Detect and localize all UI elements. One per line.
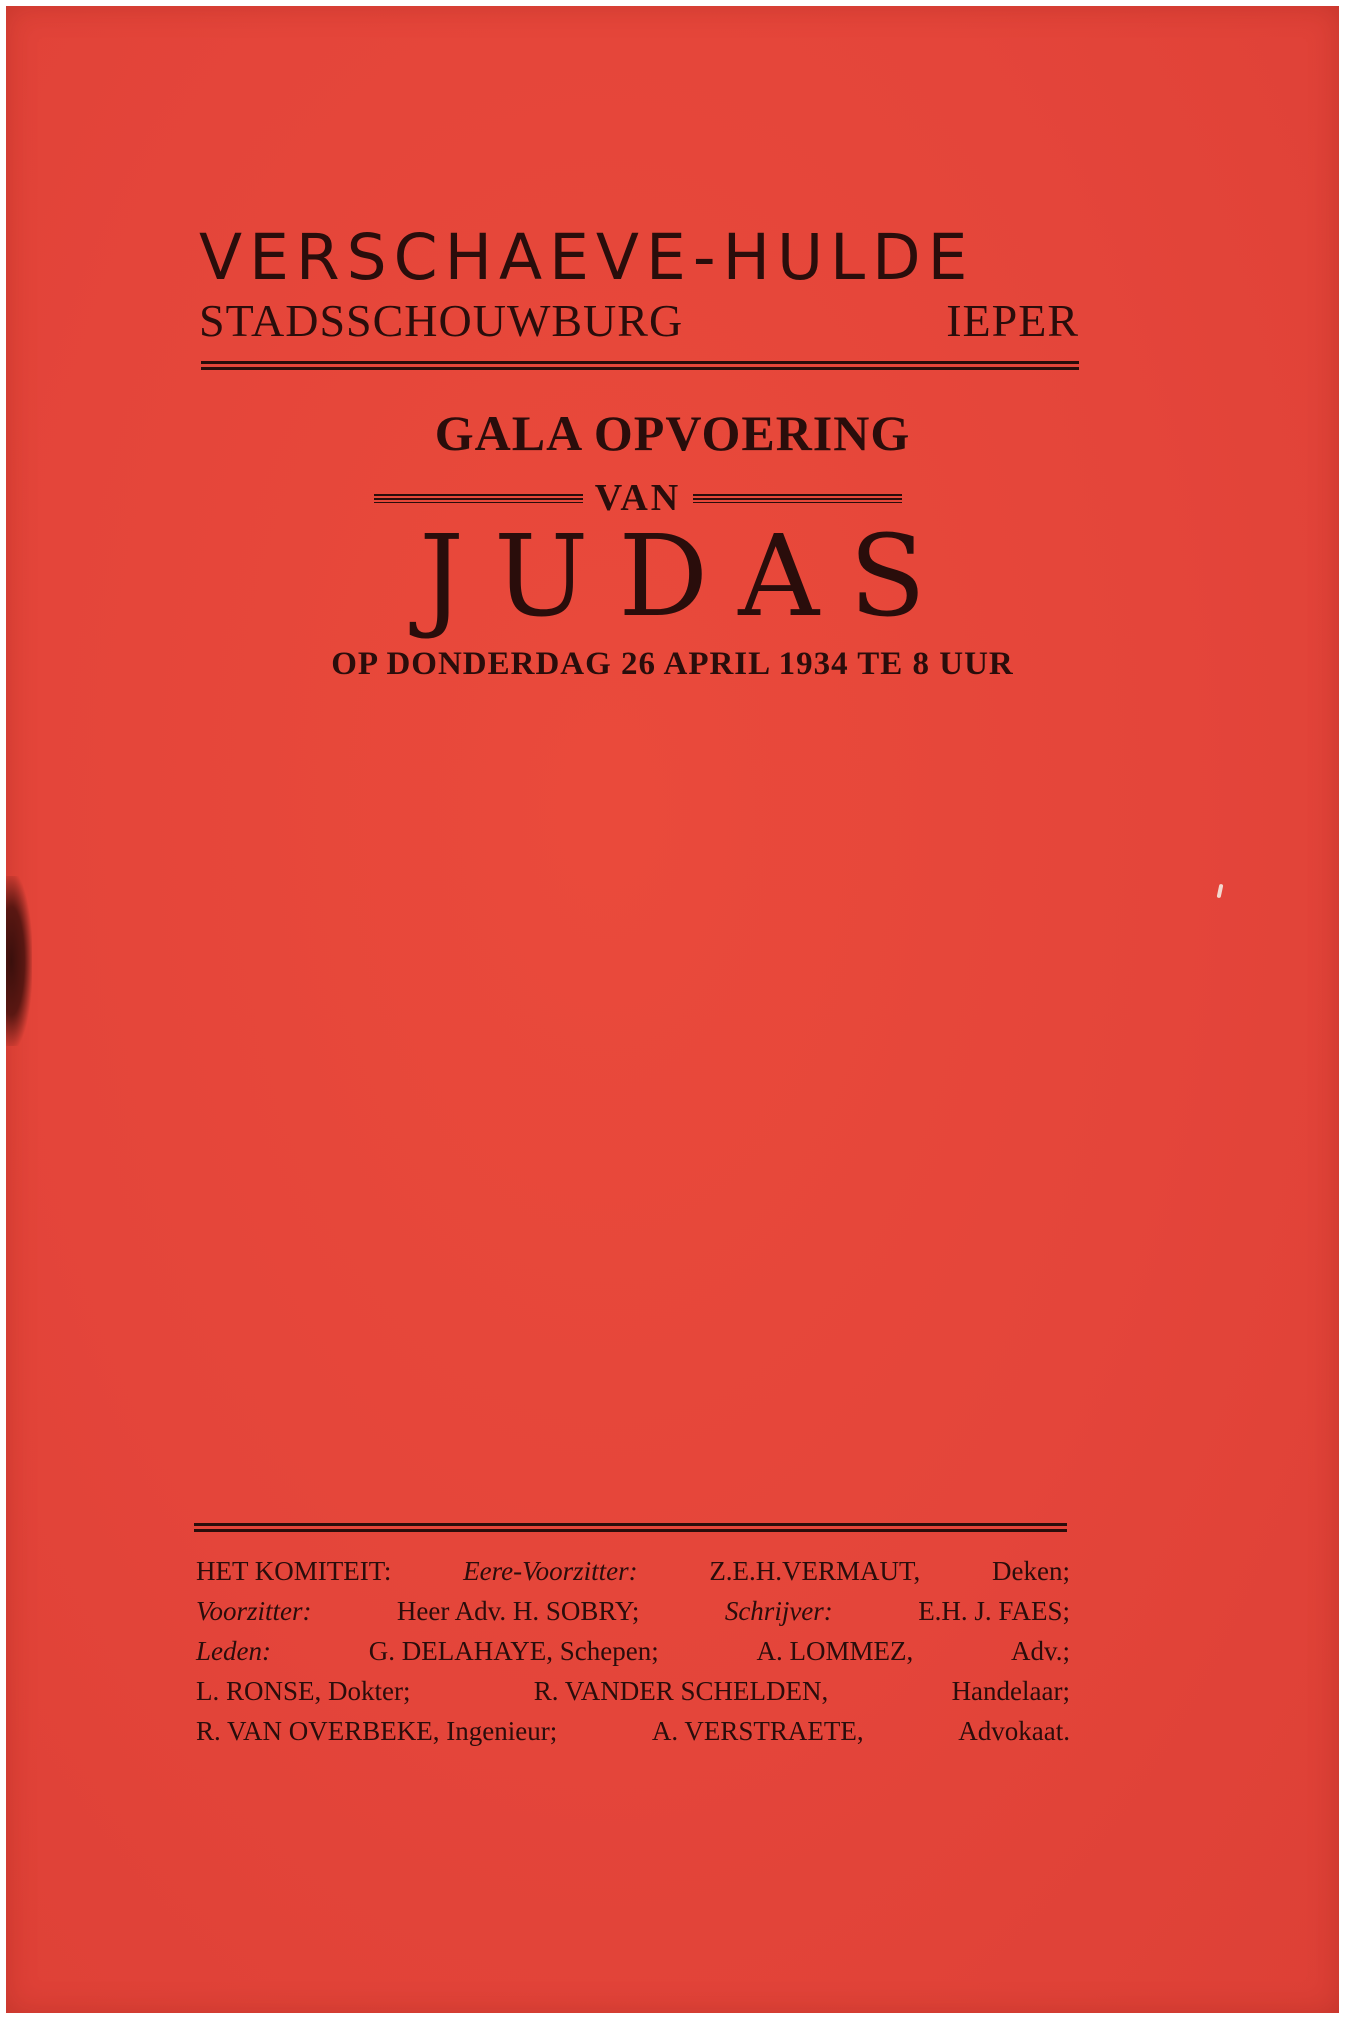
committee-line: [196, 1591, 1070, 1631]
committee-text: Z.E.H.VERMAUT,: [709, 1556, 921, 1586]
committee-text: A. VERSTRAETE,: [651, 1716, 864, 1746]
venue-line: [199, 294, 1079, 347]
committee-text: Adv.;: [1011, 1636, 1070, 1666]
committee-line: [196, 1631, 1070, 1671]
committee-text: Eere-Voorzitter:: [463, 1556, 638, 1586]
venue-name: STADSSCHOUWBURG: [199, 295, 684, 346]
gala-heading: GALA OPVOERING: [434, 405, 911, 461]
committee-block: [196, 1551, 1070, 1751]
staple-stain: [6, 876, 32, 1046]
event-title: VERSCHAEVE-HULDE: [199, 221, 975, 294]
committee-text: Advokaat.: [958, 1716, 1070, 1746]
committee-text: R. VANDER SCHELDEN,: [533, 1676, 829, 1706]
venue-city: IEPER: [946, 295, 1079, 346]
committee-text: E.H. J. FAES;: [918, 1596, 1070, 1626]
committee-text: L. RONSE, Dokter;: [196, 1676, 411, 1706]
committee-text: HET KOMITEIT:: [196, 1556, 392, 1586]
van-rule-right: [693, 494, 902, 503]
committee-divider: [194, 1523, 1067, 1532]
header-divider: [201, 361, 1079, 370]
committee-line: [196, 1671, 1070, 1711]
committee-text: Handelaar;: [951, 1676, 1070, 1706]
van-rule-left: [374, 494, 583, 503]
committee-text: G. DELAHAYE, Schepen;: [368, 1636, 659, 1666]
committee-text: Deken;: [992, 1556, 1070, 1586]
play-title: JUDAS: [419, 512, 956, 642]
program-cover: [6, 6, 1339, 2013]
paper-speck: [1217, 884, 1224, 899]
committee-text: Schrijver:: [724, 1596, 833, 1626]
committee-text: Leden:: [196, 1636, 271, 1666]
performance-date: OP DONDERDAG 26 APRIL 1934 TE 8 UUR: [331, 646, 1014, 682]
committee-text: Heer Adv. H. SOBRY;: [396, 1596, 640, 1626]
committee-text: R. VAN OVERBEKE, Ingenieur;: [196, 1716, 558, 1746]
van-word: VAN: [594, 477, 682, 519]
committee-text: A. LOMMEZ,: [756, 1636, 914, 1666]
committee-line: [196, 1551, 1070, 1591]
committee-line: [196, 1711, 1070, 1751]
committee-text: Voorzitter:: [196, 1596, 312, 1626]
